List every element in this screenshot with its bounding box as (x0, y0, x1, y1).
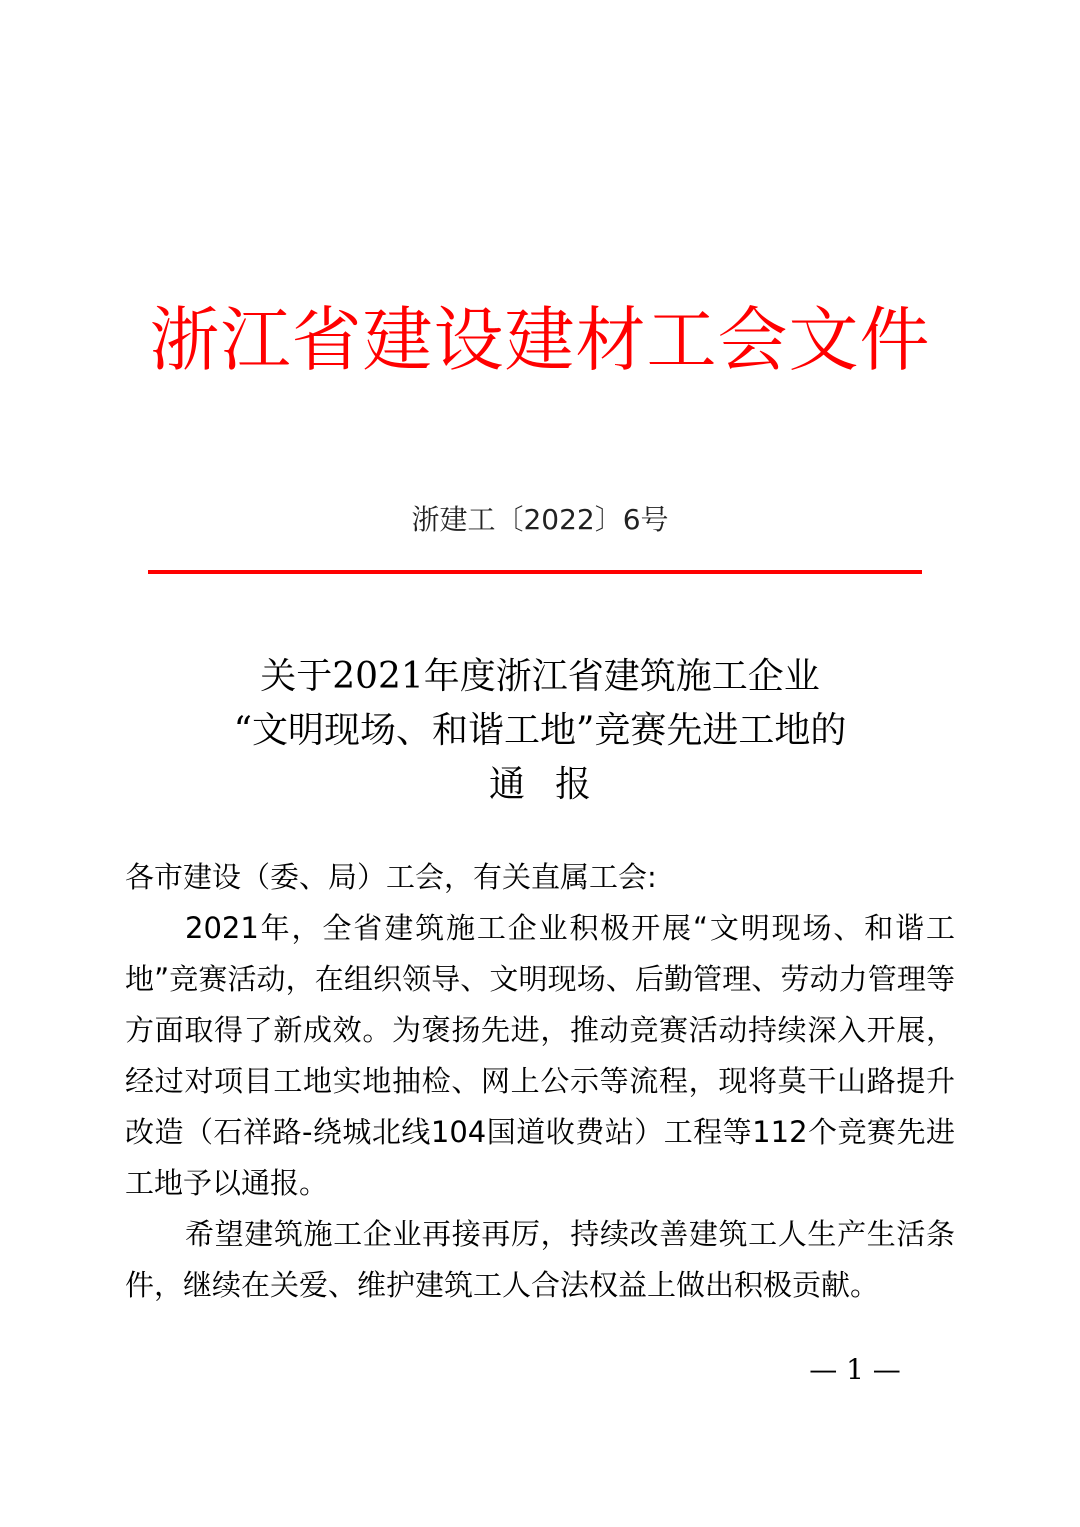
notice-title (0, 650, 1080, 812)
body-paragraph-2: 希望建筑施工企业再接再厉，持续改善建筑工人生产生活条件，继续在关爱、维护建筑工人合法权益上做出积极贡献。 (125, 1217, 955, 1302)
salutation: 各市建设（委、局）工会，有关直属工会: (125, 860, 657, 894)
document-body (125, 852, 955, 1311)
red-divider-rule (148, 570, 922, 574)
document-number: 浙建工〔2022〕6号 (411, 503, 669, 536)
title-line-2: “文明现场、和谐工地”竞赛先进工地的 (233, 710, 847, 751)
page-number: — 1 — (809, 1353, 901, 1386)
body-paragraph-1: 2021年，全省建筑施工企业积极开展“文明现场、和谐工地”竞赛活动，在组织领导、文明现场、后勤管理、劳动力管理等方面取得了新成效。为褒扬先进，推动竞赛活动持续深入开展，经过对项目工地实地抽检、网上公示等流程，现将莫干山路提升改造（石祥路-绕城北线104国道收费站）工程等112个竞赛先进工地予以通报。 (125, 911, 955, 1200)
title-line-1: 关于2021年度浙江省建筑施工企业 (260, 656, 820, 697)
title-line-3: 通报 (488, 764, 621, 805)
masthead-title: 浙江省建设建材工会文件 (149, 299, 931, 381)
